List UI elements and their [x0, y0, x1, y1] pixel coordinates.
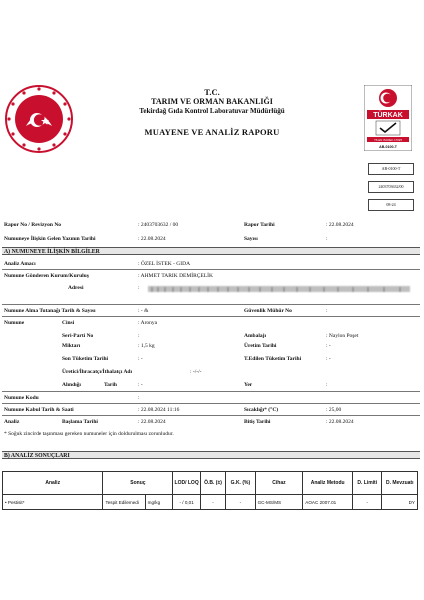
- accreditation-box-code: AB-0100-T: [368, 163, 414, 175]
- package-value: Naylon Poşet: [328, 333, 359, 339]
- report-no-value: 2403703632 / 00: [140, 222, 179, 228]
- taken-place-label: Yer: [244, 382, 253, 388]
- section-a-title: A) NUMUNEYE İLİŞKİN BİLGİLER: [2, 247, 420, 255]
- sender-value: AHMET TARIK DEMİRÇELİK: [140, 273, 213, 279]
- ministry-title: TARIM VE ORMAN BAKANLIĞI: [151, 97, 273, 106]
- col-gk: G.K. (%): [226, 472, 255, 495]
- type-value: Aronya: [140, 320, 158, 326]
- table-row: [3, 495, 418, 510]
- expiry-date-value: -: [140, 356, 143, 362]
- col-cihaz: Cihaz: [255, 472, 303, 495]
- col-mevzuat: D. Mevzuatı: [382, 472, 418, 495]
- directorate-title: Tekirdağ Gıda Kontrol Laboratuvar Müdürlüğü: [139, 107, 285, 115]
- accreditation-box-date: 08-24: [368, 199, 414, 211]
- report-title: MUAYENE VE ANALİZ RAPORU: [144, 127, 280, 137]
- col-analiz: Analiz: [3, 472, 103, 495]
- col-metot: Analiz Metodu: [303, 472, 353, 495]
- address-label: Adresi: [68, 285, 84, 291]
- purpose-label: Analiz Amacı: [4, 261, 36, 267]
- best-before-value: -: [328, 356, 331, 362]
- taken-date-value: -: [140, 382, 143, 388]
- col-limit: D. Limiti: [353, 472, 382, 495]
- package-label: Ambalajı: [244, 333, 266, 339]
- sender-label: Numune Gönderen Kurum/Kuruluş: [4, 273, 89, 279]
- type-label: Cinsi: [62, 320, 75, 326]
- section-b-title: B) ANALİZ SONUÇLARI: [2, 451, 420, 459]
- report-no-label: Rapor No / Revizyon No: [4, 222, 62, 228]
- cell-birim: mg/kg: [145, 495, 173, 510]
- cell-ob: -: [200, 495, 225, 510]
- turkak-logo-text: TÜRKAK: [373, 112, 403, 119]
- temperature-value: 25,00: [328, 407, 342, 413]
- sample-label: Numune: [4, 320, 25, 326]
- accreditation-box-report: 2403703632/00: [368, 181, 414, 193]
- sampling-label: Numune Alma Tutanağı Tarih & Sayısı: [4, 308, 96, 314]
- start-date-label: Başlama Tarihi: [62, 419, 98, 425]
- cell-gk: -: [226, 495, 255, 510]
- cell-sonuc: Tespit Edilemedi: [103, 495, 145, 510]
- producer-value: -/-/-: [192, 369, 202, 375]
- country-title: T.C.: [204, 87, 220, 97]
- redacted-address: [148, 284, 410, 294]
- purpose-value: ÖZEL İSTEK - GIDA: [140, 261, 191, 267]
- col-ob: Ö.B. (±): [200, 472, 225, 495]
- results-table: [2, 471, 418, 510]
- lot-label: Seri-Parti No: [62, 333, 94, 339]
- analysis-label: Analiz: [4, 419, 20, 425]
- accept-value: 22.08.2024 11:16: [140, 407, 180, 413]
- cell-lod: - / 0,01: [173, 495, 200, 510]
- seal-no-label: Güvenlik Mühür No: [244, 308, 292, 314]
- letter-date-value: 22.08.2024: [140, 236, 166, 242]
- start-date-value: 22.08.2024: [140, 419, 166, 425]
- turkak-standard-text: TS EN ISO/IEC 17025: [374, 138, 402, 142]
- results-header-row: [3, 472, 418, 495]
- best-before-label: T.Edilen Tüketim Tarihi: [244, 356, 302, 362]
- production-date-value: -: [328, 343, 331, 349]
- letter-count-label: Sayısı: [244, 236, 258, 242]
- taken-date-label: Tarih: [104, 382, 117, 388]
- amount-value: 1,5 kg: [140, 343, 155, 349]
- cell-metot: AOAC 2007.01: [303, 495, 353, 510]
- sampling-value: - &: [140, 308, 149, 314]
- temperature-label: Sıcaklığı* (°C): [244, 407, 279, 413]
- cell-cihaz: GC-MS/MS: [255, 495, 303, 510]
- end-date-value: 22.08.2024: [328, 419, 354, 425]
- end-date-label: Bitiş Tarihi: [244, 419, 271, 425]
- amount-label: Miktarı: [62, 343, 81, 349]
- taken-label: Alındığı: [62, 382, 81, 388]
- report-date-value: 22.08.2024: [328, 222, 354, 228]
- cell-analiz: • Pestisit*: [3, 495, 103, 510]
- producer-label: Üretici/İhracatçı/İthalatçı Adı: [62, 369, 133, 375]
- turkak-code-text: AB-0100-T: [379, 145, 397, 149]
- col-sonuc: Sonuç: [103, 472, 173, 495]
- cold-chain-note: * Soğuk zincirde taşınması gereken numuneler için doldurulması zorunludur.: [4, 431, 174, 437]
- cell-mevzuat: DY: [382, 495, 418, 510]
- production-date-label: Üretim Tarihi: [244, 343, 277, 349]
- accept-label: Numune Kabul Tarih & Saati: [4, 407, 74, 413]
- letter-date-label: Numuneye İlişkin Gelen Yazının Tarihi: [4, 236, 96, 242]
- cell-limit: -: [353, 495, 382, 510]
- expiry-date-label: Son Tüketim Tarihi: [62, 356, 109, 362]
- report-date-label: Rapor Tarihi: [244, 222, 275, 228]
- col-lod: LOD/ LOQ: [173, 472, 200, 495]
- turkak-accreditation-logo: [364, 85, 412, 151]
- sample-code-label: Numune Kodu: [4, 395, 39, 401]
